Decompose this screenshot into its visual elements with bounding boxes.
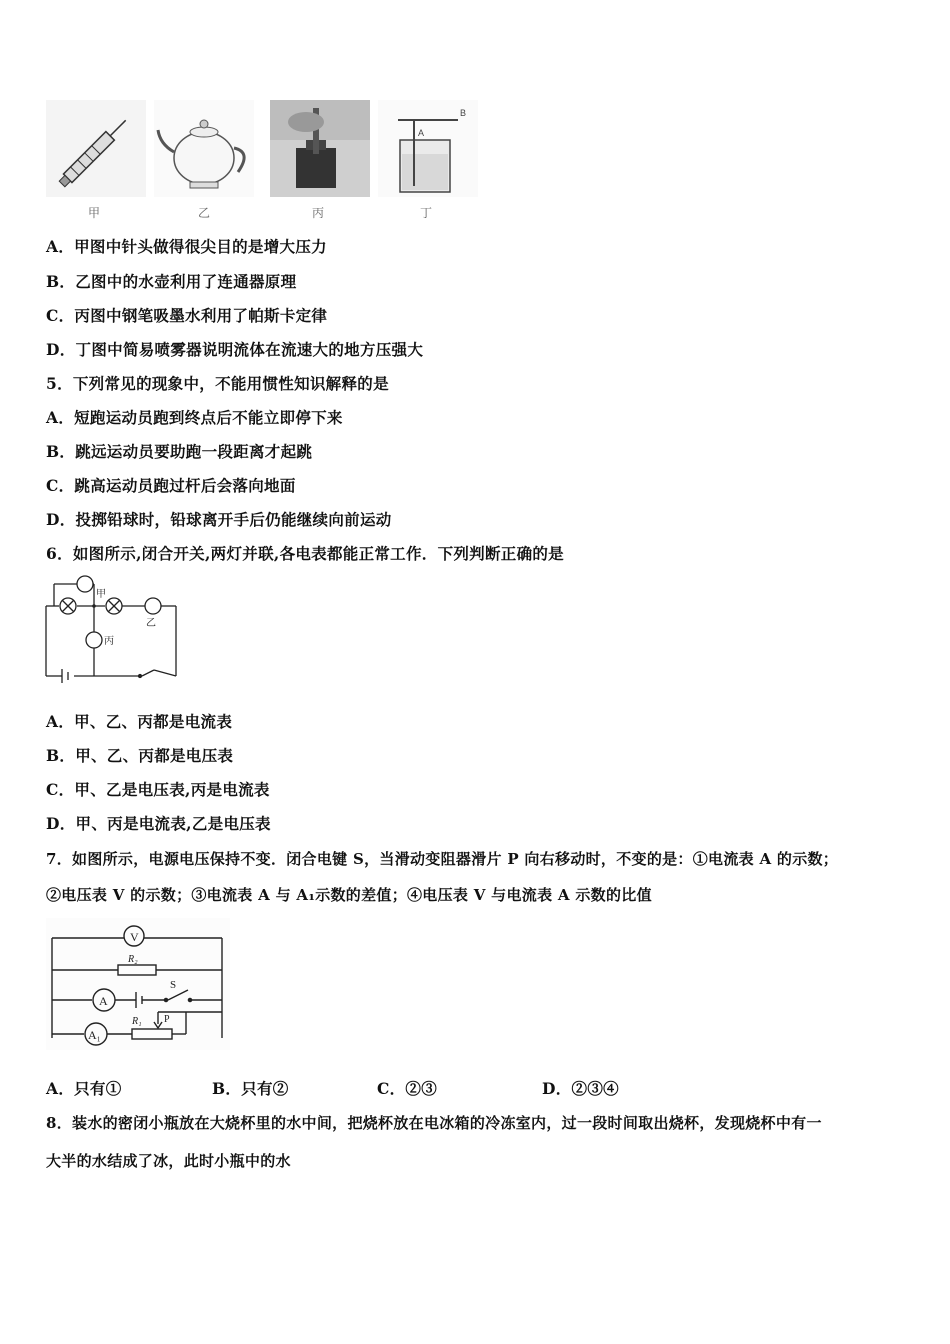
q5-option-c: C．跳高运动员跑过杆后会落向地面 xyxy=(46,476,296,495)
pen-ink-image xyxy=(270,100,370,197)
q7-label-a: A xyxy=(99,994,108,1008)
q4-option-b: B．乙图中的水壶利用了连通器原理 xyxy=(46,272,297,291)
q4-option-d: D．丁图中简易喷雾器说明流体在流速大的地方压强大 xyxy=(46,340,424,359)
q6-option-d: D．甲、丙是电流表,乙是电压表 xyxy=(46,814,271,833)
q6-option-a: A．甲、乙、丙都是电流表 xyxy=(46,712,233,731)
q7-label-a1: A₁ xyxy=(88,1028,101,1042)
q5-option-d: D．投掷铅球时，铅球离开手后仍能继续向前运动 xyxy=(46,510,392,529)
caption-jia: 甲 xyxy=(88,206,101,220)
q5-stem: 5．下列常见的现象中，不能用惯性知识解释的是 xyxy=(46,374,389,393)
meter-label-yi: 乙 xyxy=(146,618,156,629)
q6-circuit-diagram xyxy=(42,572,182,684)
caption-bing: 丙 xyxy=(312,206,325,220)
syringe-image xyxy=(46,100,146,197)
q5-option-a: A．短跑运动员跑到终点后不能立即停下来 xyxy=(46,408,343,427)
q6-option-c: C．甲、乙是电压表,丙是电流表 xyxy=(46,780,270,799)
q4-option-a: A．甲图中针头做得很尖目的是增大压力 xyxy=(46,237,327,256)
q7-label-r1: R₁ xyxy=(132,1016,142,1027)
svg-text:B: B xyxy=(460,108,467,118)
caption-yi: 乙 xyxy=(198,206,211,220)
q8-stem-line2: 大半的水结成了冰，此时小瓶中的水 xyxy=(46,1152,291,1170)
q6-option-b: B．甲、乙、丙都是电压表 xyxy=(46,746,234,765)
q5-option-b: B．跳远运动员要助跑一段距离才起跳 xyxy=(46,442,313,461)
q7-option-a: A．只有① xyxy=(46,1079,122,1098)
meter-label-jia: 甲 xyxy=(96,589,106,600)
svg-text:A: A xyxy=(418,128,425,138)
teapot-image xyxy=(154,100,254,197)
q7-label-p: P xyxy=(164,1014,170,1025)
q7-stem-line1: 7．如图所示，电源电压保持不变．闭合电键 S，当滑动变阻器滑片 P 向右移动时，不变的是：①电流表 A 的示数； xyxy=(46,850,839,868)
q6-stem: 6．如图所示,闭合开关,两灯并联,各电表都能正常工作．下列判断正确的是 xyxy=(46,544,564,563)
q7-stem-line2: ②电压表 V 的示数；③电流表 A 与 A₁示数的差值；④电压表 V 与电流表 A 示数的比值 xyxy=(46,886,652,904)
q8-stem-line1: 8．装水的密闭小瓶放在大烧杯里的水中间，把烧杯放在电冰箱的冷冻室内，过一段时间取出烧杯，发现烧杯中有一 xyxy=(46,1114,822,1132)
q7-option-c: C．②③ xyxy=(377,1079,438,1098)
q7-label-v: V xyxy=(130,930,139,944)
q4-option-c: C．丙图中钢笔吸墨水利用了帕斯卡定律 xyxy=(46,306,328,325)
q7-circuit-diagram xyxy=(46,918,230,1050)
q4-figure-strip xyxy=(46,100,478,222)
q7-option-d: D．②③④ xyxy=(542,1079,619,1098)
caption-ding: 丁 xyxy=(420,206,433,220)
sprayer-image xyxy=(378,100,478,197)
q7-label-s: S xyxy=(170,979,177,991)
q7-option-b: B．只有② xyxy=(212,1079,289,1098)
meter-label-bing: 丙 xyxy=(104,636,114,647)
q7-label-r2: R₂ xyxy=(128,954,138,965)
